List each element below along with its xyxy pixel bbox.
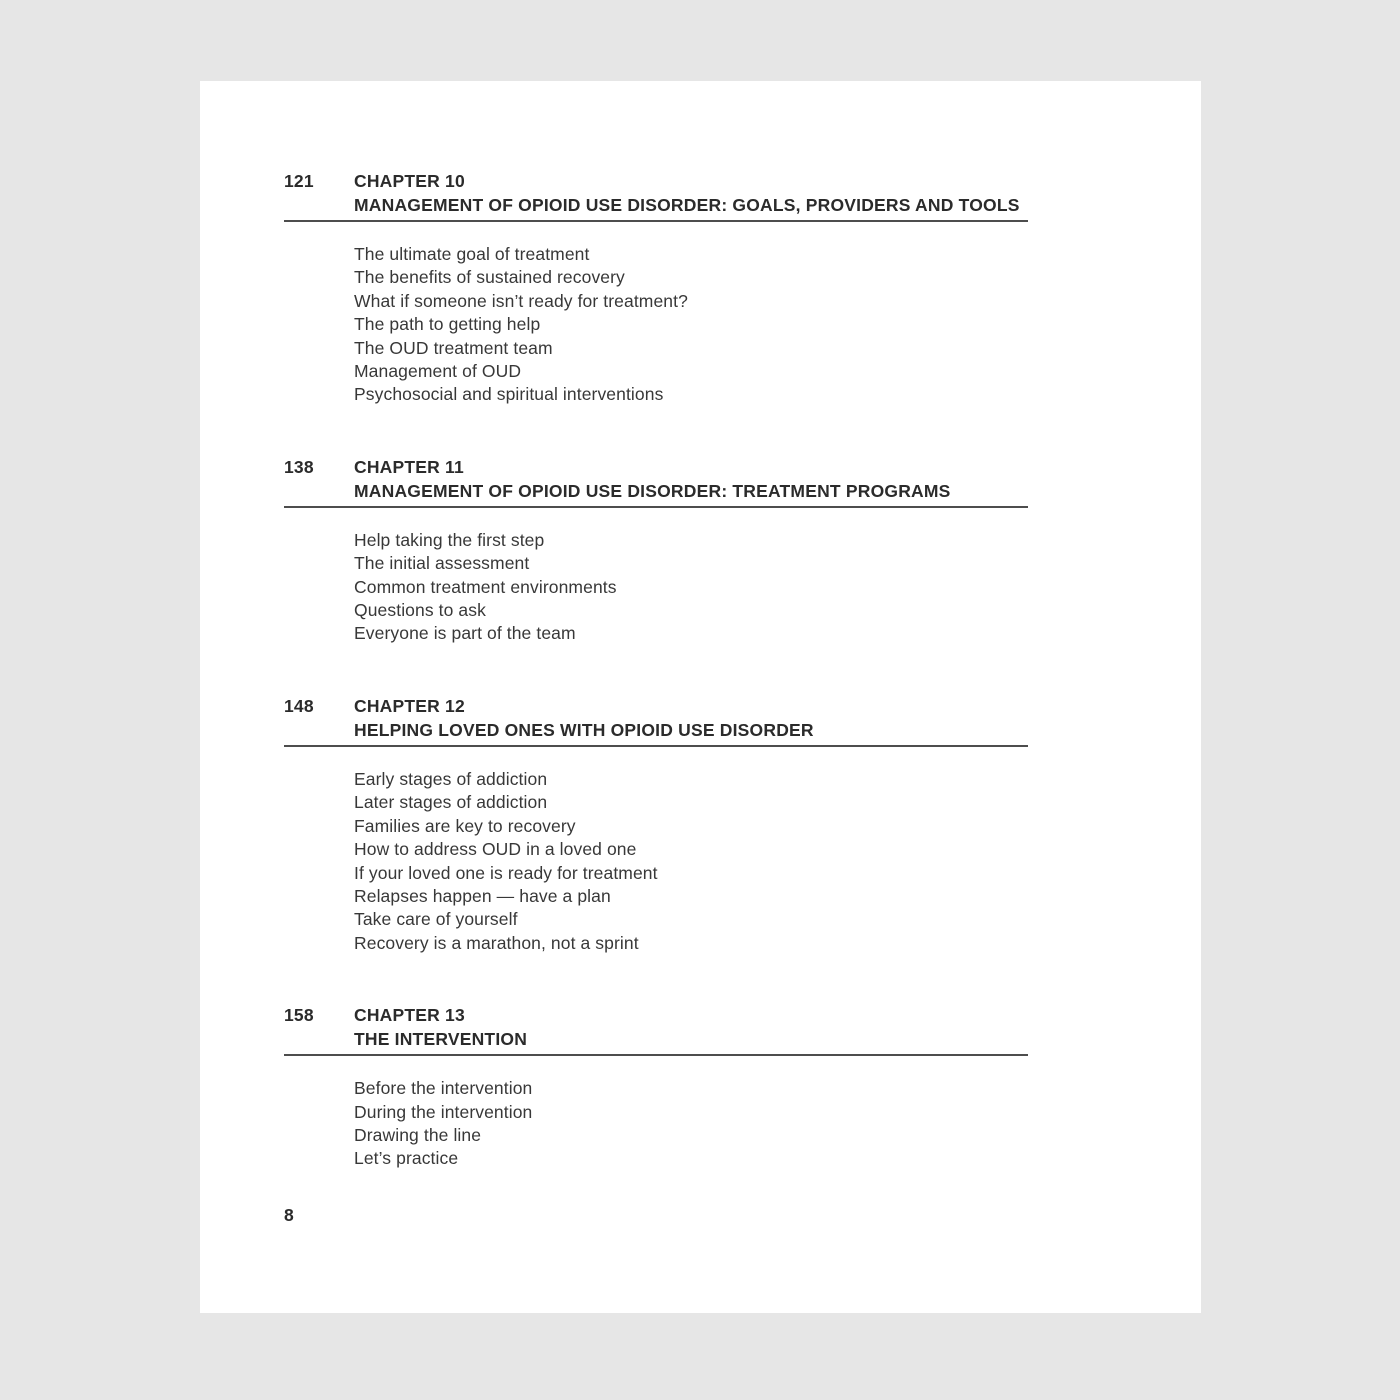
toc-item: Help taking the first step bbox=[354, 529, 545, 550]
chapter-header bbox=[284, 694, 1028, 747]
chapter-topic-list bbox=[354, 508, 1028, 646]
table-of-contents bbox=[284, 169, 1028, 1219]
chapter-title: MANAGEMENT OF OPIOID USE DISORDER: GOALS, PROVIDERS AND TOOLS bbox=[354, 195, 1020, 215]
toc-page bbox=[200, 81, 1201, 1313]
toc-section-chapter-12 bbox=[284, 694, 1028, 955]
toc-item: During the intervention bbox=[354, 1101, 533, 1122]
toc-item: Management of OUD bbox=[354, 361, 522, 382]
chapter-topic-list bbox=[354, 747, 1028, 955]
chapter-label: CHAPTER 13 bbox=[354, 1005, 465, 1026]
chapter-header bbox=[284, 455, 1028, 508]
toc-section-chapter-11 bbox=[284, 455, 1028, 646]
toc-item: Common treatment environments bbox=[354, 576, 617, 597]
chapter-page-number: 121 bbox=[284, 171, 314, 191]
chapter-heading bbox=[354, 455, 1028, 503]
chapter-topic-list bbox=[354, 222, 1028, 407]
toc-item: Everyone is part of the team bbox=[354, 623, 576, 644]
toc-item: How to address OUD in a loved one bbox=[354, 839, 637, 860]
chapter-page-number: 138 bbox=[284, 456, 314, 477]
chapter-title: HELPING LOVED ONES WITH OPIOID USE DISORDER bbox=[354, 719, 814, 740]
toc-item: The initial assessment bbox=[354, 553, 530, 574]
chapter-heading bbox=[354, 694, 1028, 742]
toc-item: Take care of yourself bbox=[354, 909, 518, 930]
toc-item: Families are key to recovery bbox=[354, 815, 576, 836]
chapter-header bbox=[284, 169, 1028, 222]
toc-item: The ultimate goal of treatment bbox=[354, 244, 590, 264]
toc-item: Questions to ask bbox=[354, 600, 486, 621]
chapter-title: MANAGEMENT OF OPIOID USE DISORDER: TREATMENT PROGRAMS bbox=[354, 480, 951, 501]
chapter-header bbox=[284, 1003, 1028, 1056]
toc-item: Before the intervention bbox=[354, 1078, 533, 1099]
chapter-label: CHAPTER 11 bbox=[354, 456, 464, 477]
page-number: 8 bbox=[284, 1205, 294, 1225]
toc-item: Later stages of addiction bbox=[354, 792, 548, 813]
toc-item: Relapses happen — have a plan bbox=[354, 885, 611, 906]
chapter-label: CHAPTER 10 bbox=[354, 171, 465, 191]
chapter-page-number: 158 bbox=[284, 1005, 314, 1026]
toc-section-chapter-10 bbox=[284, 169, 1028, 407]
chapter-page-number: 148 bbox=[284, 695, 314, 716]
chapter-heading bbox=[354, 169, 1028, 217]
toc-item: Drawing the line bbox=[354, 1124, 482, 1145]
toc-item: Psychosocial and spiritual interventions bbox=[354, 384, 664, 405]
chapter-topic-list bbox=[354, 1056, 1028, 1171]
toc-item: The path to getting help bbox=[354, 314, 541, 335]
toc-item: Recovery is a marathon, not a sprint bbox=[354, 932, 639, 953]
toc-section-chapter-13 bbox=[284, 1003, 1028, 1171]
toc-item: Let’s practice bbox=[354, 1148, 459, 1169]
toc-item: Early stages of addiction bbox=[354, 768, 548, 789]
toc-item: The OUD treatment team bbox=[354, 337, 553, 358]
chapter-heading bbox=[354, 1003, 1028, 1051]
toc-item: If your loved one is ready for treatment bbox=[354, 862, 658, 883]
chapter-title: THE INTERVENTION bbox=[354, 1029, 528, 1050]
chapter-label: CHAPTER 12 bbox=[354, 695, 465, 716]
toc-item: The benefits of sustained recovery bbox=[354, 267, 625, 288]
toc-item: What if someone isn’t ready for treatment? bbox=[354, 290, 688, 311]
